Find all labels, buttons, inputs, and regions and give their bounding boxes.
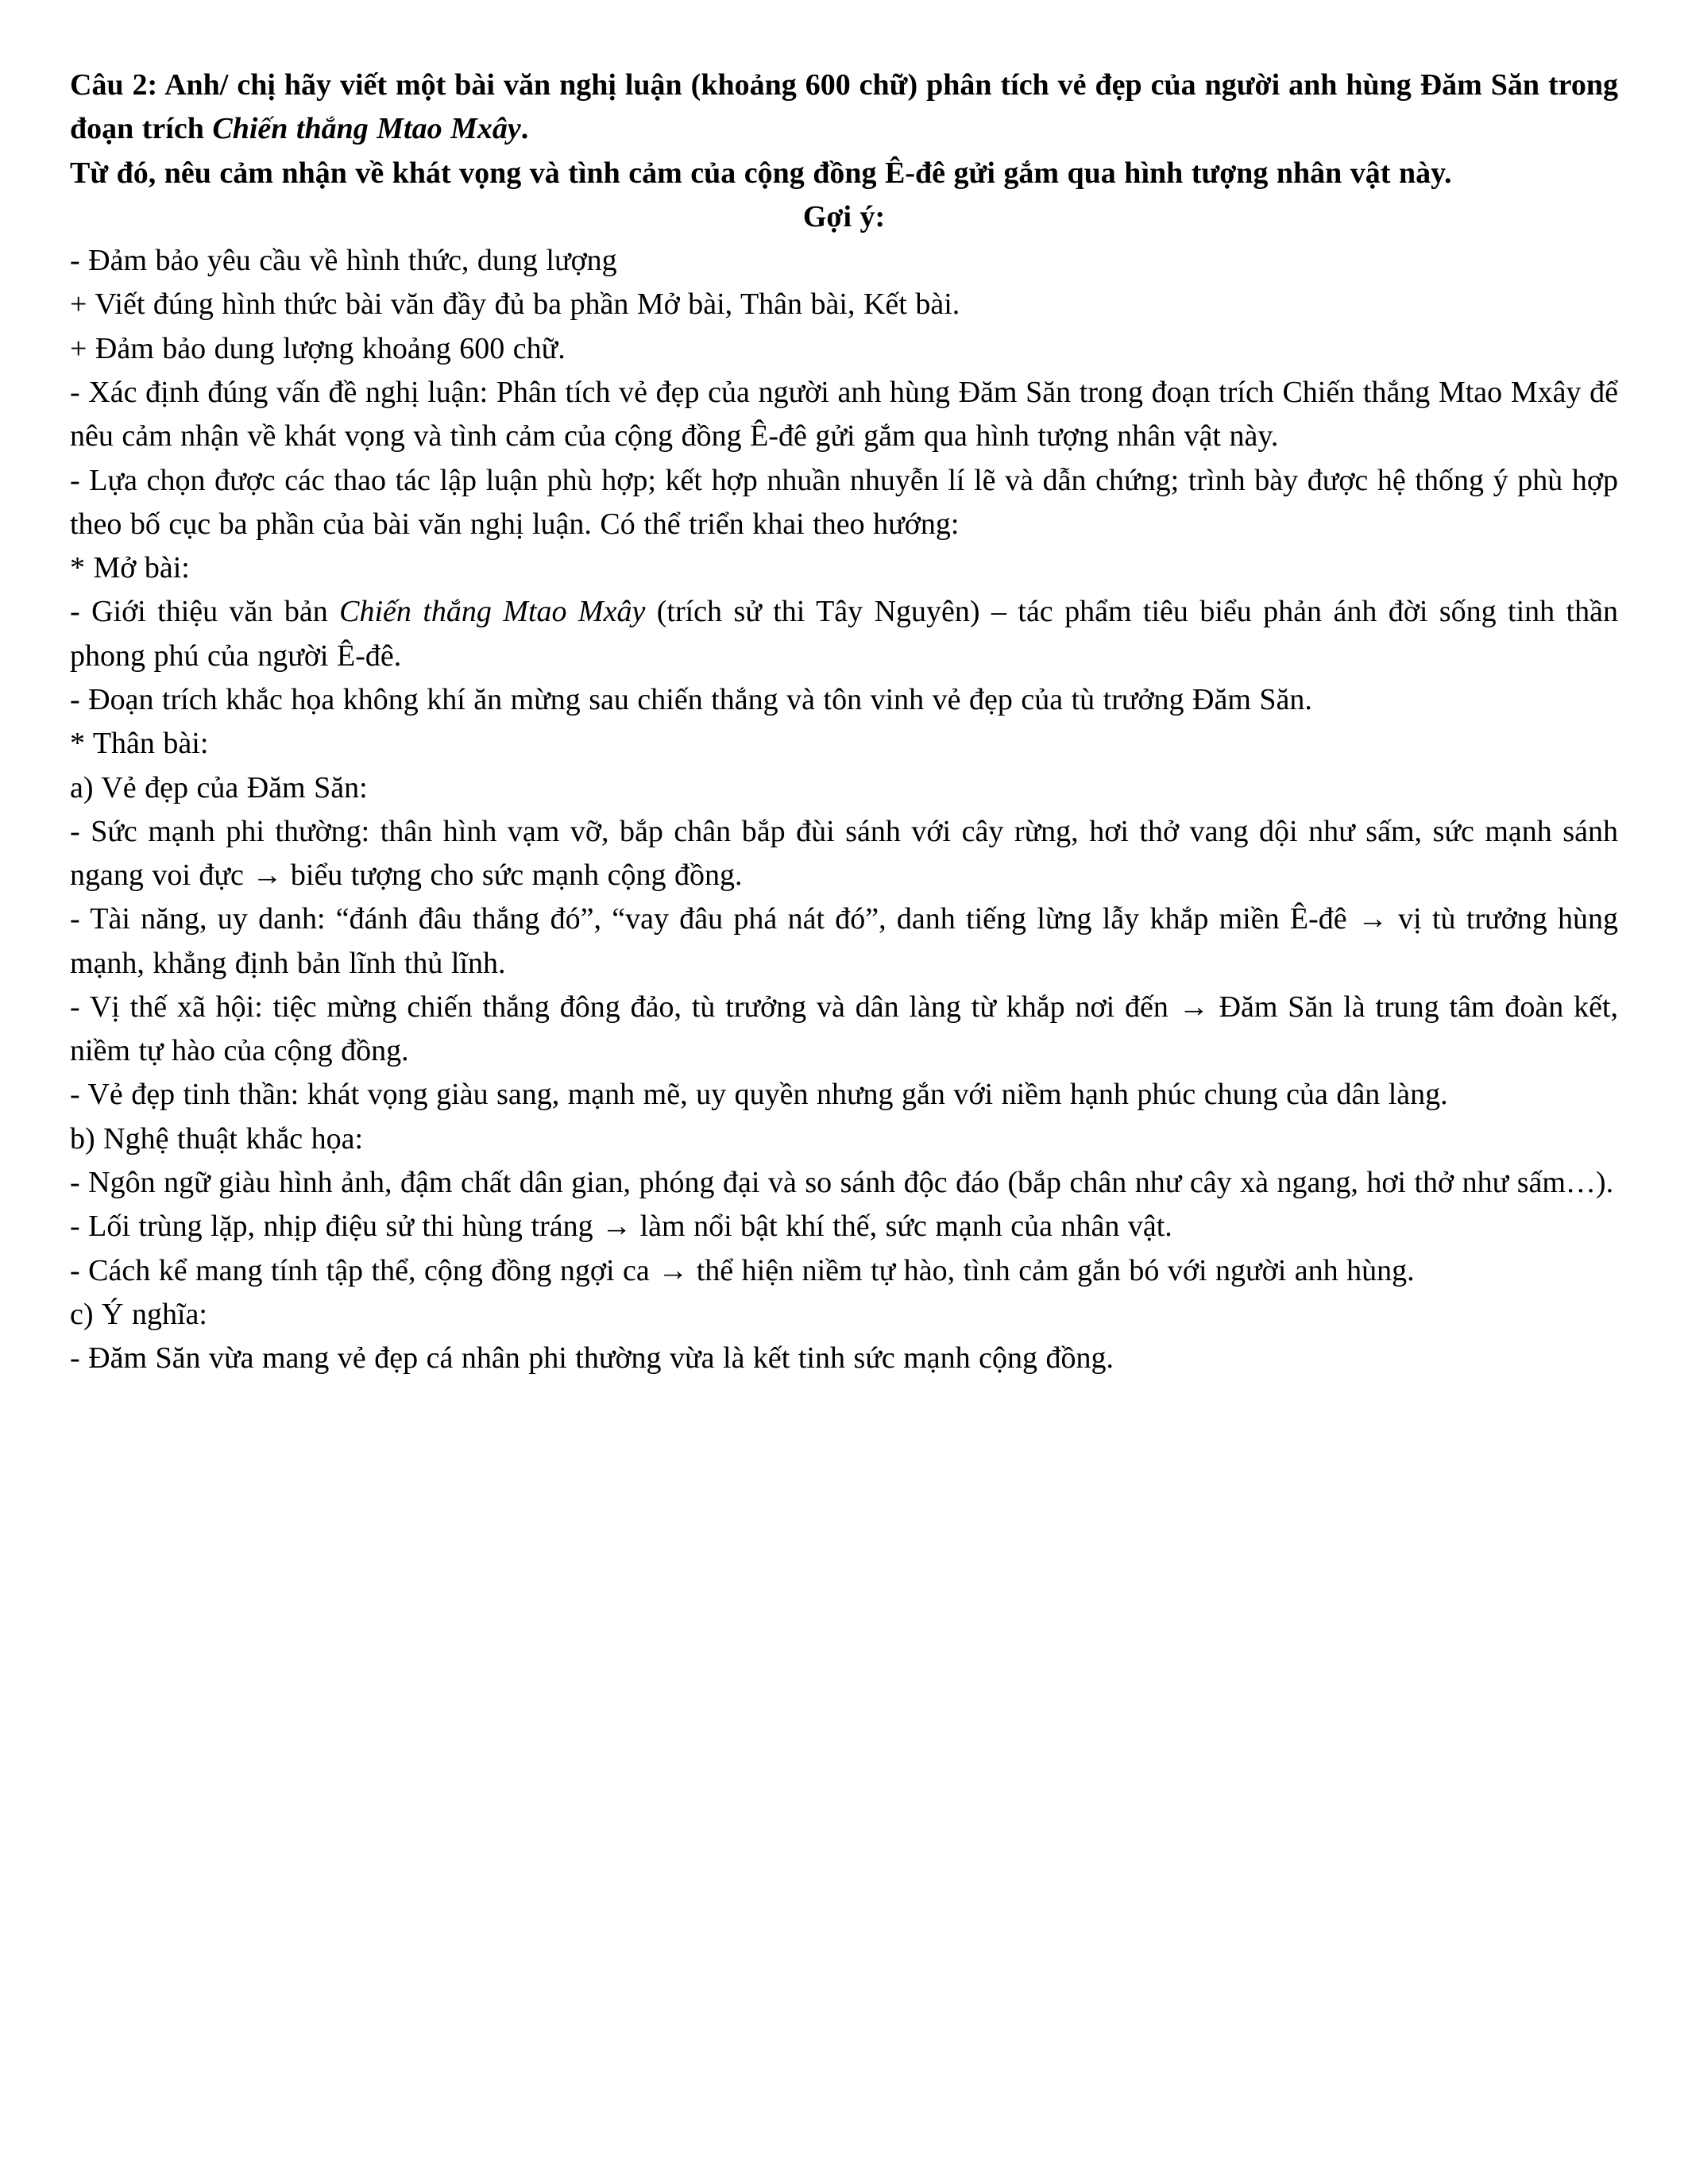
paragraph	[70, 371, 1618, 459]
paragraph	[70, 810, 1618, 898]
text-segment: - Ngôn ngữ giàu hình ảnh, đậm chất dân gian, phóng đại và so sánh độc đáo (bắp chân như cây xà ngang, hơi thở như sấm…).	[70, 1166, 1614, 1200]
text-segment: - Vẻ đẹp tinh thần: khát vọng giàu sang, mạnh mẽ, uy quyền nhưng gắn với niềm hạnh phúc chung của dân làng.	[70, 1078, 1448, 1112]
section-open	[70, 546, 1618, 590]
text-segment: - Tài năng, uy danh: “đánh đâu thắng đó”, “vay đâu phá nát đó”, danh tiếng lừng lẫy khắp miền Ê-đê → vị tù trưởng hùng mạnh, khẳng định bản lĩnh thủ lĩnh.	[70, 902, 1618, 980]
paragraph	[70, 1205, 1618, 1248]
subsection-a	[70, 766, 1618, 810]
paragraph	[70, 239, 1618, 283]
document-content	[70, 64, 1618, 1380]
text-segment: b) Nghệ thuật khắc họa:	[70, 1121, 364, 1156]
text-segment: + Đảm bảo dung lượng khoảng 600 chữ.	[70, 331, 566, 365]
text-segment: * Mở bài:	[70, 551, 190, 585]
text-segment: - Xác định đúng vấn đề nghị luận: Phân tích vẻ đẹp của người anh hùng Đăm Săn trong đoạn trích Chiến thắng Mtao Mxây để nêu cảm nhận về khát vọng và tình cảm của cộng đồng Ê-đê gửi gắm qua hình tượng nhân vật này.	[70, 375, 1618, 453]
text-segment: * Thân bài:	[70, 727, 209, 761]
paragraph	[70, 283, 1618, 326]
text-segment: a) Vẻ đẹp của Đăm Săn:	[70, 770, 368, 805]
paragraph	[70, 1161, 1618, 1205]
question-heading-continued	[70, 152, 1618, 195]
text-segment: Gợi ý:	[802, 199, 886, 233]
text-segment: - Sức mạnh phi thường: thân hình vạm vỡ, bắp chân bắp đùi sánh với cây rừng, hơi thở vang dội như sấm, sức mạnh sánh ngang voi đực → biểu tượng cho sức mạnh cộng đồng.	[70, 814, 1618, 893]
paragraph	[70, 678, 1618, 722]
paragraph	[70, 327, 1618, 371]
text-segment: .	[520, 112, 529, 146]
text-segment: + Viết đúng hình thức bài văn đầy đủ ba phần Mở bài, Thân bài, Kết bài.	[70, 287, 960, 322]
subsection-c	[70, 1293, 1618, 1337]
text-segment: - Vị thế xã hội: tiệc mừng chiến thắng đông đảo, tù trưởng và dân làng từ khắp nơi đến → Đăm Săn là trung tâm đoàn kết, niềm tự hào của cộng đồng.	[70, 990, 1618, 1068]
paragraph	[70, 897, 1618, 986]
paragraph	[70, 590, 1618, 678]
text-segment: - Lựa chọn được các thao tác lập luận phù hợp; kết hợp nhuần nhuyễn lí lẽ và dẫn chứng; trình bày được hệ thống ý phù hợp theo bố cục ba phần của bài văn nghị luận. Có thể triển khai theo hướng:	[70, 463, 1618, 541]
paragraph	[70, 1249, 1618, 1293]
text-segment: - Đảm bảo yêu cầu về hình thức, dung lượng	[70, 244, 617, 278]
text-segment: - Đăm Săn vừa mang vẻ đẹp cá nhân phi thường vừa là kết tinh sức mạnh cộng đồng.	[70, 1341, 1114, 1376]
subsection-b	[70, 1117, 1618, 1161]
text-segment: - Giới thiệu văn bản	[70, 595, 340, 629]
text-segment: - Lối trùng lặp, nhịp điệu sử thi hùng tráng → làm nổi bật khí thế, sức mạnh của nhân vật.	[70, 1210, 1172, 1244]
text-segment: Chiến thắng Mtao Mxây	[339, 595, 646, 629]
text-segment: - Đoạn trích khắc họa không khí ăn mừng sau chiến thắng và tôn vinh vẻ đẹp của tù trưởng Đăm Săn.	[70, 682, 1312, 716]
paragraph	[70, 459, 1618, 547]
section-body	[70, 722, 1618, 766]
text-segment: Câu 2: Anh/ chị hãy viết một bài văn nghị luận (khoảng 600 chữ) phân tích vẻ đẹp của người anh hùng Đăm Săn trong đoạn trích	[70, 68, 1618, 146]
question-heading	[70, 64, 1618, 152]
text-segment: c) Ý nghĩa:	[70, 1297, 207, 1331]
text-segment: Chiến thắng Mtao Mxây	[212, 112, 521, 146]
paragraph	[70, 986, 1618, 1074]
paragraph	[70, 1073, 1618, 1117]
text-segment: (trích sử thi Tây Nguyên) – tác phẩm tiêu biểu phản ánh đời sống tinh thần phong phú của người Ê-đê.	[70, 595, 1618, 673]
text-segment: - Cách kể mang tính tập thể, cộng đồng ngợi ca → thể hiện niềm tự hào, tình cảm gắn bó với người anh hùng.	[70, 1253, 1415, 1287]
paragraph	[70, 1337, 1618, 1380]
suggestion-title	[70, 195, 1618, 239]
text-segment: Từ đó, nêu cảm nhận về khát vọng và tình cảm của cộng đồng Ê-đê gửi gắm qua hình tượng nhân vật này.	[70, 156, 1452, 190]
